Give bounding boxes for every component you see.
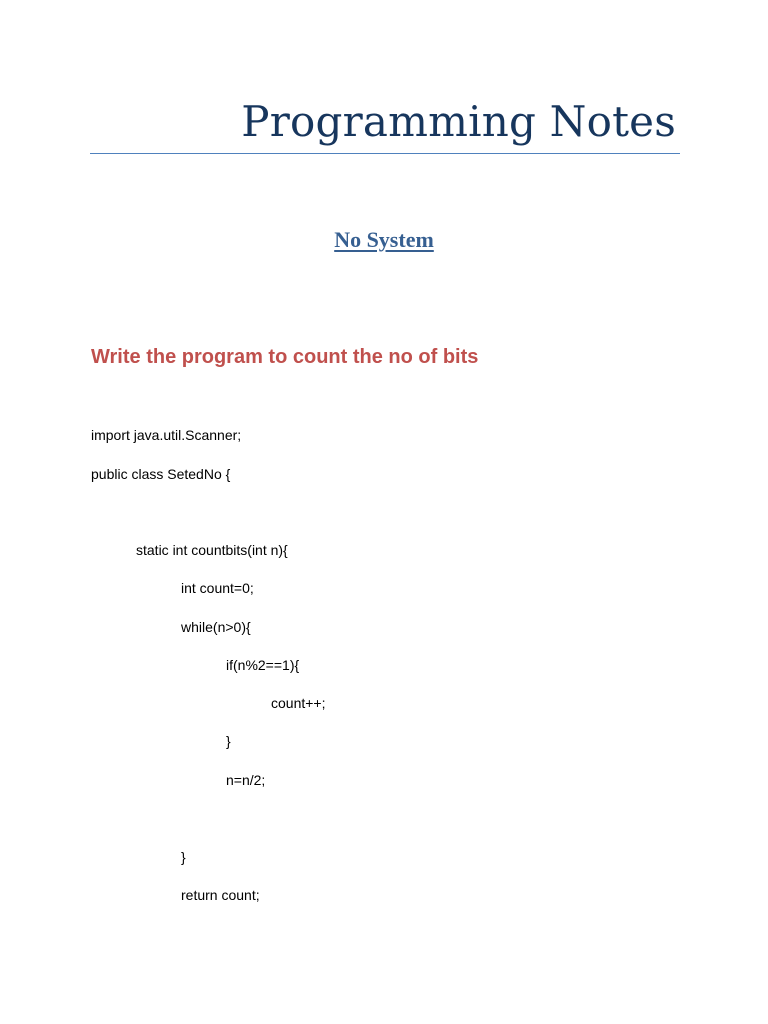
code-line-increment: count++; [271, 695, 326, 711]
document-title: Programming Notes [241, 97, 676, 146]
code-line-return: return count; [181, 887, 260, 903]
code-line-if-close: } [226, 733, 231, 749]
code-line-if: if(n%2==1){ [226, 657, 300, 673]
title-underline-rule [90, 153, 680, 154]
section-heading: No System [334, 227, 434, 252]
code-line-divide: n=n/2; [226, 772, 266, 788]
code-line-class-declaration: public class SetedNo { [91, 466, 231, 482]
code-line-import: import java.util.Scanner; [91, 427, 242, 443]
code-line-while: while(n>0){ [181, 619, 251, 635]
code-line-count-init: int count=0; [181, 580, 254, 596]
code-line-while-close: } [181, 849, 186, 865]
task-heading: Write the program to count the no of bits [91, 346, 479, 368]
code-line-method-signature: static int countbits(int n){ [136, 542, 288, 558]
